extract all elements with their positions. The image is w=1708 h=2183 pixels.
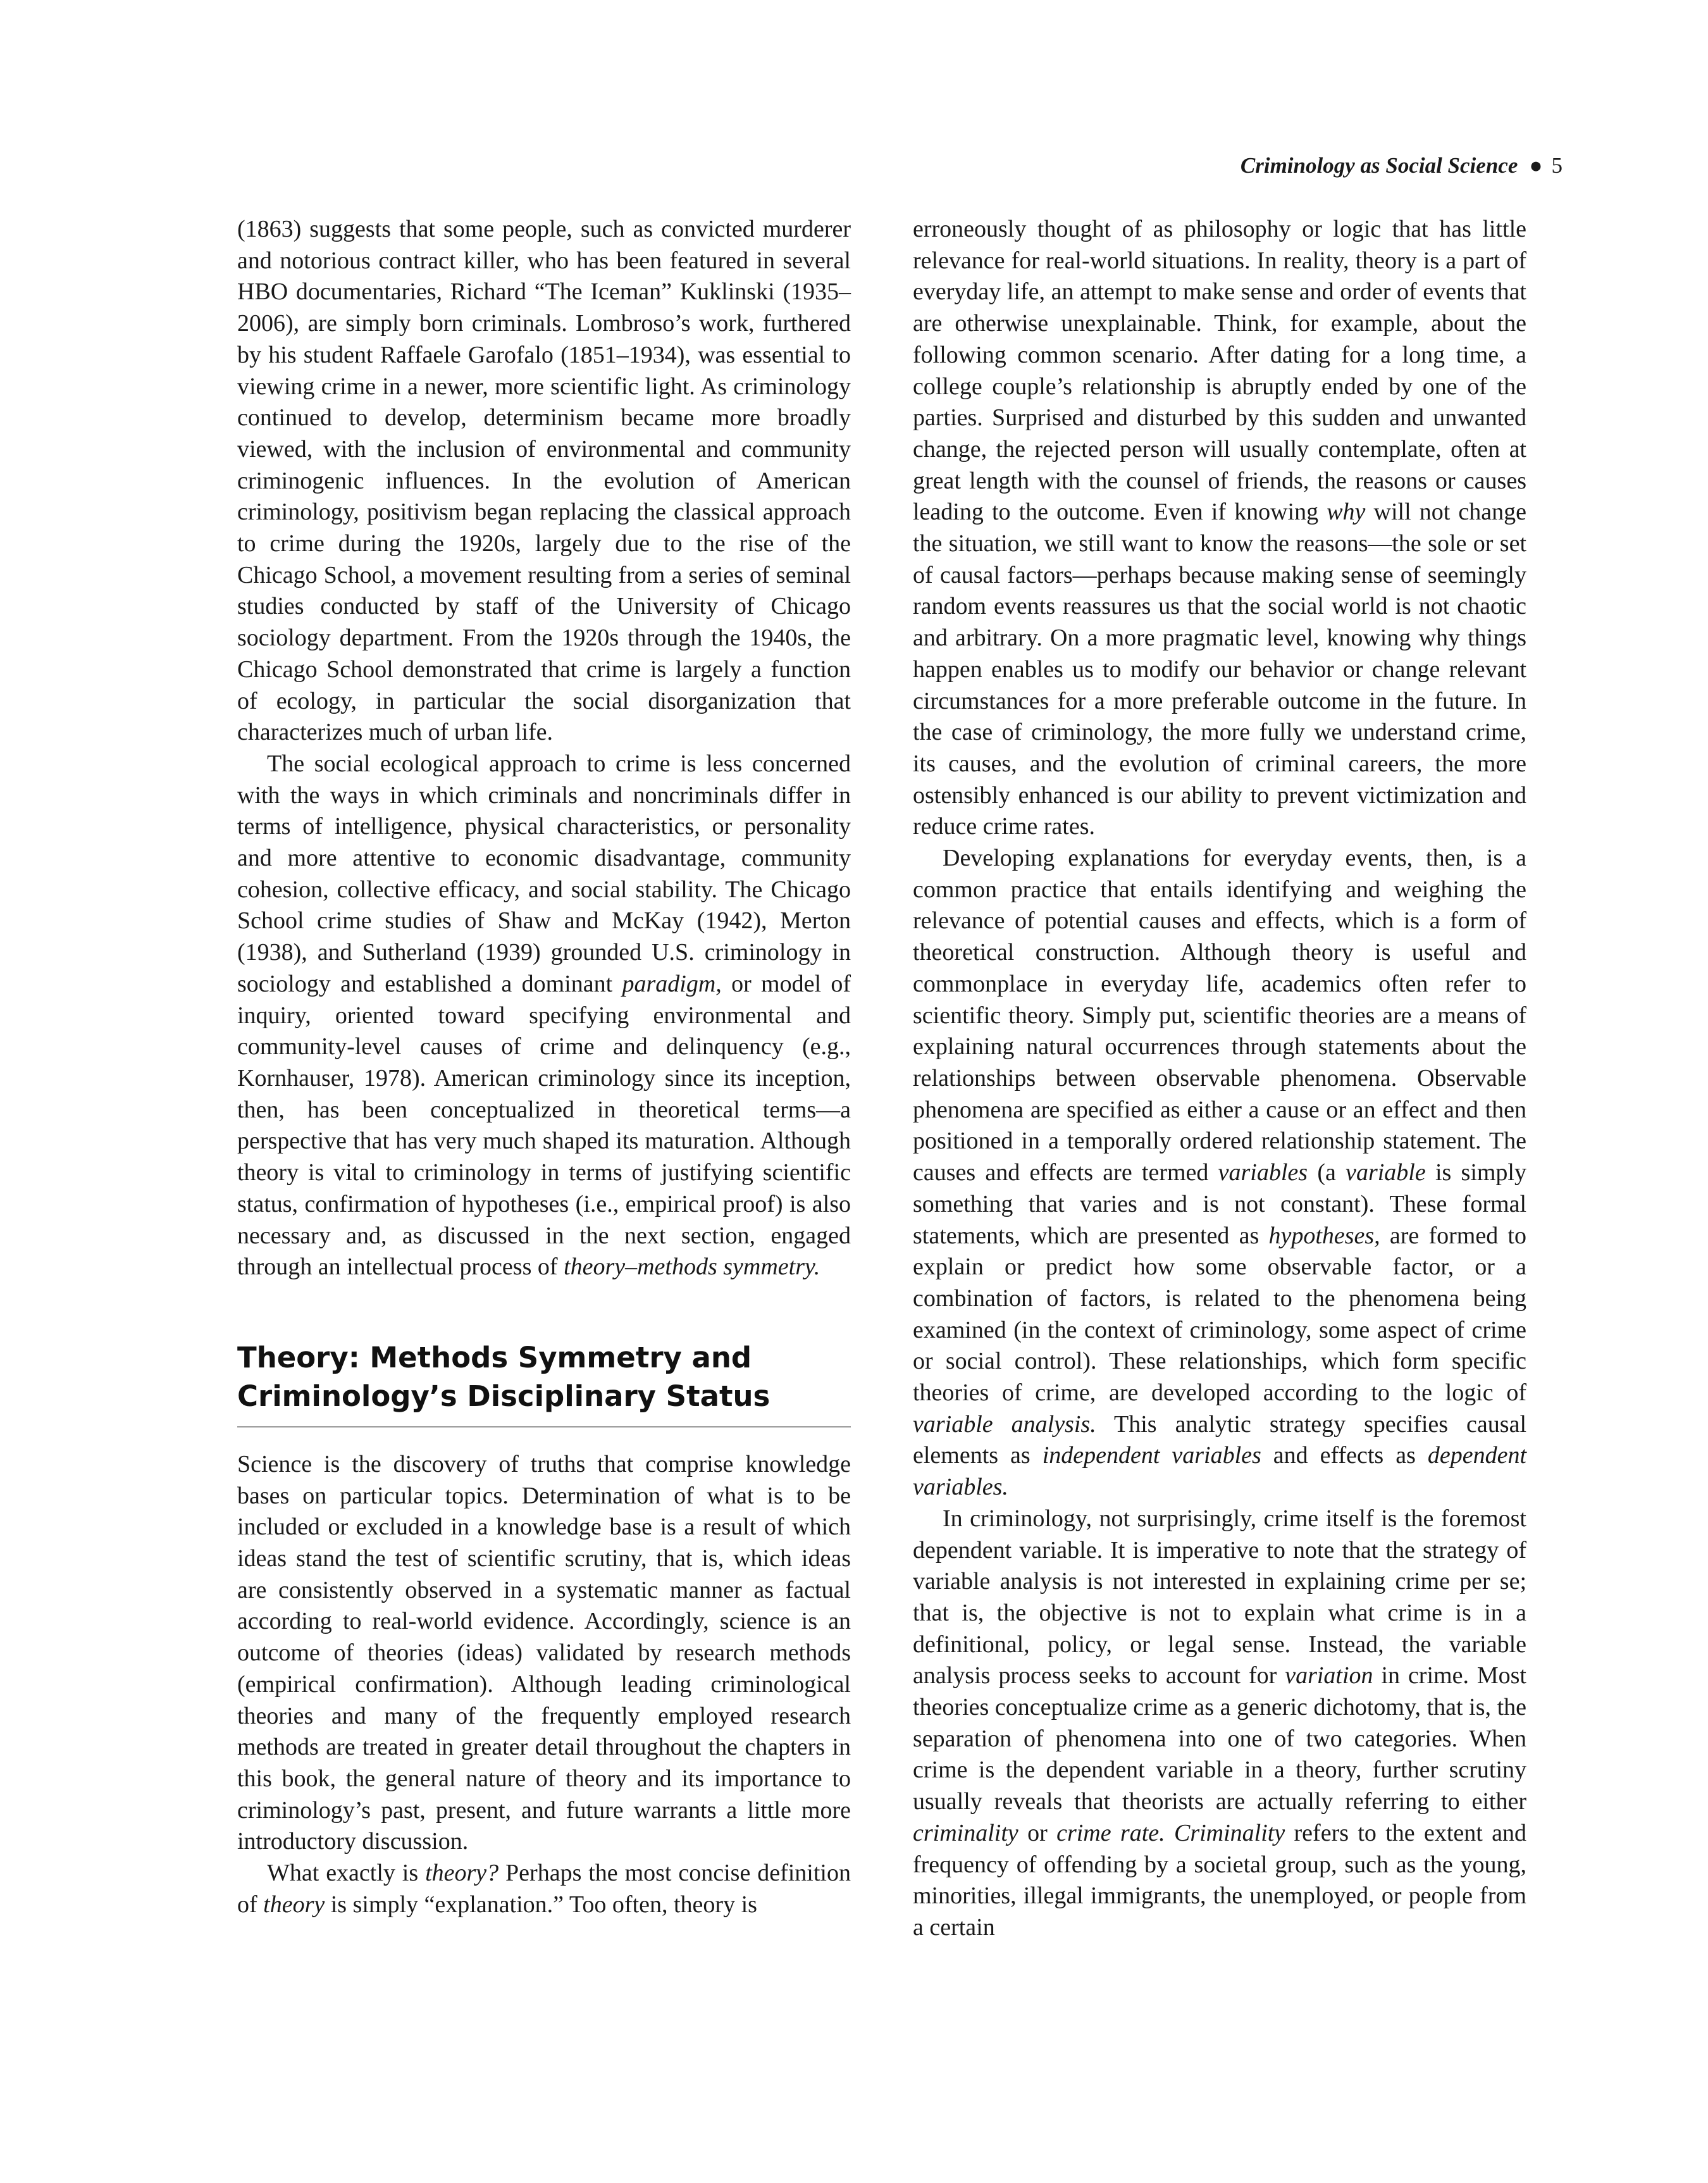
bullet-icon: ● — [1529, 153, 1543, 178]
paragraph: Science is the discovery of truths that comprise knowledge bases on particular topics. Determination of what is to be included or excluded in a knowledge base is a result of which ideas stand the test of scientific scrutiny, that is, which ideas are consistently observed in a systematic manner as factual according to real-world evidence. Accordingly, science is an outcome of theories (ideas) validated by research methods (empirical confirmation). Although leading criminological theories and many of the frequently employed research methods are treated in greater detail throughout the chapters in this book, the general nature of theory and its importance to criminology’s past, present, and future warrants a little more introductory discussion. — [237, 1450, 851, 1855]
italic-term: theory–methods symmetry. — [564, 1253, 820, 1281]
running-head-title: Criminology as Social Science — [1240, 153, 1518, 178]
heading-divider — [237, 1426, 851, 1427]
italic-term: crime rate. — [1056, 1819, 1165, 1846]
paragraph: The social ecological approach to crime is less concerned with the ways in which criminals and noncriminals differ in terms of intelligence, physical characteristics, or personality and more attentive to economic disadvantage, community cohesion, collective efficacy, and social stability. The Chicago School crime studies of Shaw and McKay (1942), Merton (1938), and Sutherland (1939) grounded U.S. criminology in sociology and established a dominant paradigm, or model of inquiry, oriented toward specifying environmental and community-level causes of crime and delinquency (e.g., Kornhauser, 1978). American criminology since its inception, then, has been conceptualized in theoretical terms—a perspective that has very much shaped its maturation. Although theory is vital to criminology in terms of justifying scientific status, confirmation of hypotheses (i.e., empirical proof) is also necessary and, as discussed in the next section, engaged through an intellectual process of theory–methods symmetry. — [237, 750, 851, 1281]
paragraph: What exactly is theory? Perhaps the most concise definition of theory is simply “explanation.” Too often, theory is — [237, 1860, 851, 1918]
section-heading-line-1: Theory: Methods Symmetry and — [237, 1340, 752, 1374]
italic-term: dependent variables. — [913, 1442, 1526, 1501]
paragraph: erroneously thought of as philosophy or logic that has little relevance for real-world situations. In reality, theory is a part of everyday life, an attempt to make sense and order of events that are otherwise unexplainable. Think, for example, about the following common scenario. After dating for a long time, a college couple’s relationship is abruptly ended by one of the parties. Surprised and disturbed by this sudden and unwanted change, the rejected person will usually contemplate, often at great length with the counsel of friends, the reasons or causes leading to the outcome. Even if knowing why will not change the situation, we still want to know the reasons—the sole or set of causal factors—perhaps because making sense of seemingly random events reassures us that the social world is not chaotic and arbitrary. On a more pragmatic level, knowing why things happen enables us to modify our behavior or change relevant circumstances for a more preferable outcome in the future. In the case of criminology, the more fully we understand crime, its causes, and the evolution of criminal careers, the more ostensibly enhanced is our ability to prevent victimization and reduce crime rates. — [913, 216, 1527, 840]
italic-term: variable analysis. — [913, 1410, 1096, 1438]
paragraph: In criminology, not surprisingly, crime itself is the foremost dependent variable. It is imperative to note that the strategy of variable analysis is not interested in explaining crime per se; that is, the objective is not to explain what crime is in a definitional, policy, or legal sense. Instead, the variable analysis process seeks to account for variation in crime. Most theories conceptualize crime as a generic dichotomy, that is, the separation of phenomena into one of two categories. When crime is the dependent variable in a theory, further scrutiny usually reveals that theorists are actually referring to either criminality or crime rate. Criminality refers to the extent and frequency of offending by a societal group, such as the young, minorities, illegal immigrants, the unemployed, or people from a certain — [913, 1505, 1527, 1941]
page-number: 5 — [1551, 153, 1563, 178]
right-column — [913, 214, 1526, 1944]
italic-term: variable — [1346, 1159, 1426, 1186]
running-head — [1241, 151, 1563, 181]
italic-term: Criminality — [1173, 1819, 1285, 1846]
italic-term: hypotheses, — [1268, 1222, 1380, 1249]
paragraph: (1863) suggests that some people, such as convicted murderer and notorious contract killer, who has been featured in several HBO documentaries, Richard “The Iceman” Kuklinski (1935–2006), are simply born criminals. Lombroso’s work, furthered by his student Raffaele Garofalo (1851–1934), was essential to viewing crime in a newer, more scientific light. As criminology continued to develop, determinism became more broadly viewed, with the inclusion of environmental and community criminogenic influences. In the evolution of American criminology, positivism began replacing the classical approach to crime during the 1920s, largely due to the rise of the Chicago School, a movement resulting from a series of seminal studies conducted by staff of the University of Chicago sociology department. From the 1920s through the 1940s, the Chicago School demonstrated that crime is largely a function of ecology, in particular the social disorganization that characterizes much of urban life. — [237, 216, 851, 746]
italic-term: variation — [1285, 1662, 1373, 1689]
section-heading — [237, 1338, 851, 1415]
italic-term: theory? — [425, 1860, 499, 1887]
italic-term: paradigm, — [622, 970, 722, 997]
italic-term: theory — [263, 1891, 325, 1918]
italic-term: criminality — [913, 1819, 1018, 1846]
italic-term: variables — [1218, 1159, 1308, 1186]
paragraph: Developing explanations for everyday events, then, is a common practice that entails identifying and weighing the relevance of potential causes and effects, which is a form of theoretical construction. Although theory is useful and commonplace in everyday life, academics often refer to scientific theory. Simply put, scientific theories are a means of explaining natural occurrences through statements about the relationships between observable phenomena. Observable phenomena are specified as either a cause or an effect and then positioned in a temporally ordered relationship statement. The causes and effects are termed variables (a variable is simply something that varies and is not constant). These formal statements, which are presented as hypotheses, are formed to explain or predict how some observable factor, or a combination of factors, is related to the phenomena being examined (in the context of criminology, some aspect of crime or social control). These relationships, which form specific theories of crime, are developed according to the logic of variable analysis. This analytic strategy specifies causal elements as independent variables and effects as dependent variables. — [913, 845, 1526, 1501]
left-column — [237, 214, 851, 1920]
section-heading-line-2: Criminology’s Disciplinary Status — [237, 1379, 770, 1413]
italic-term: why — [1327, 499, 1366, 526]
italic-term: independent variables — [1042, 1442, 1261, 1469]
